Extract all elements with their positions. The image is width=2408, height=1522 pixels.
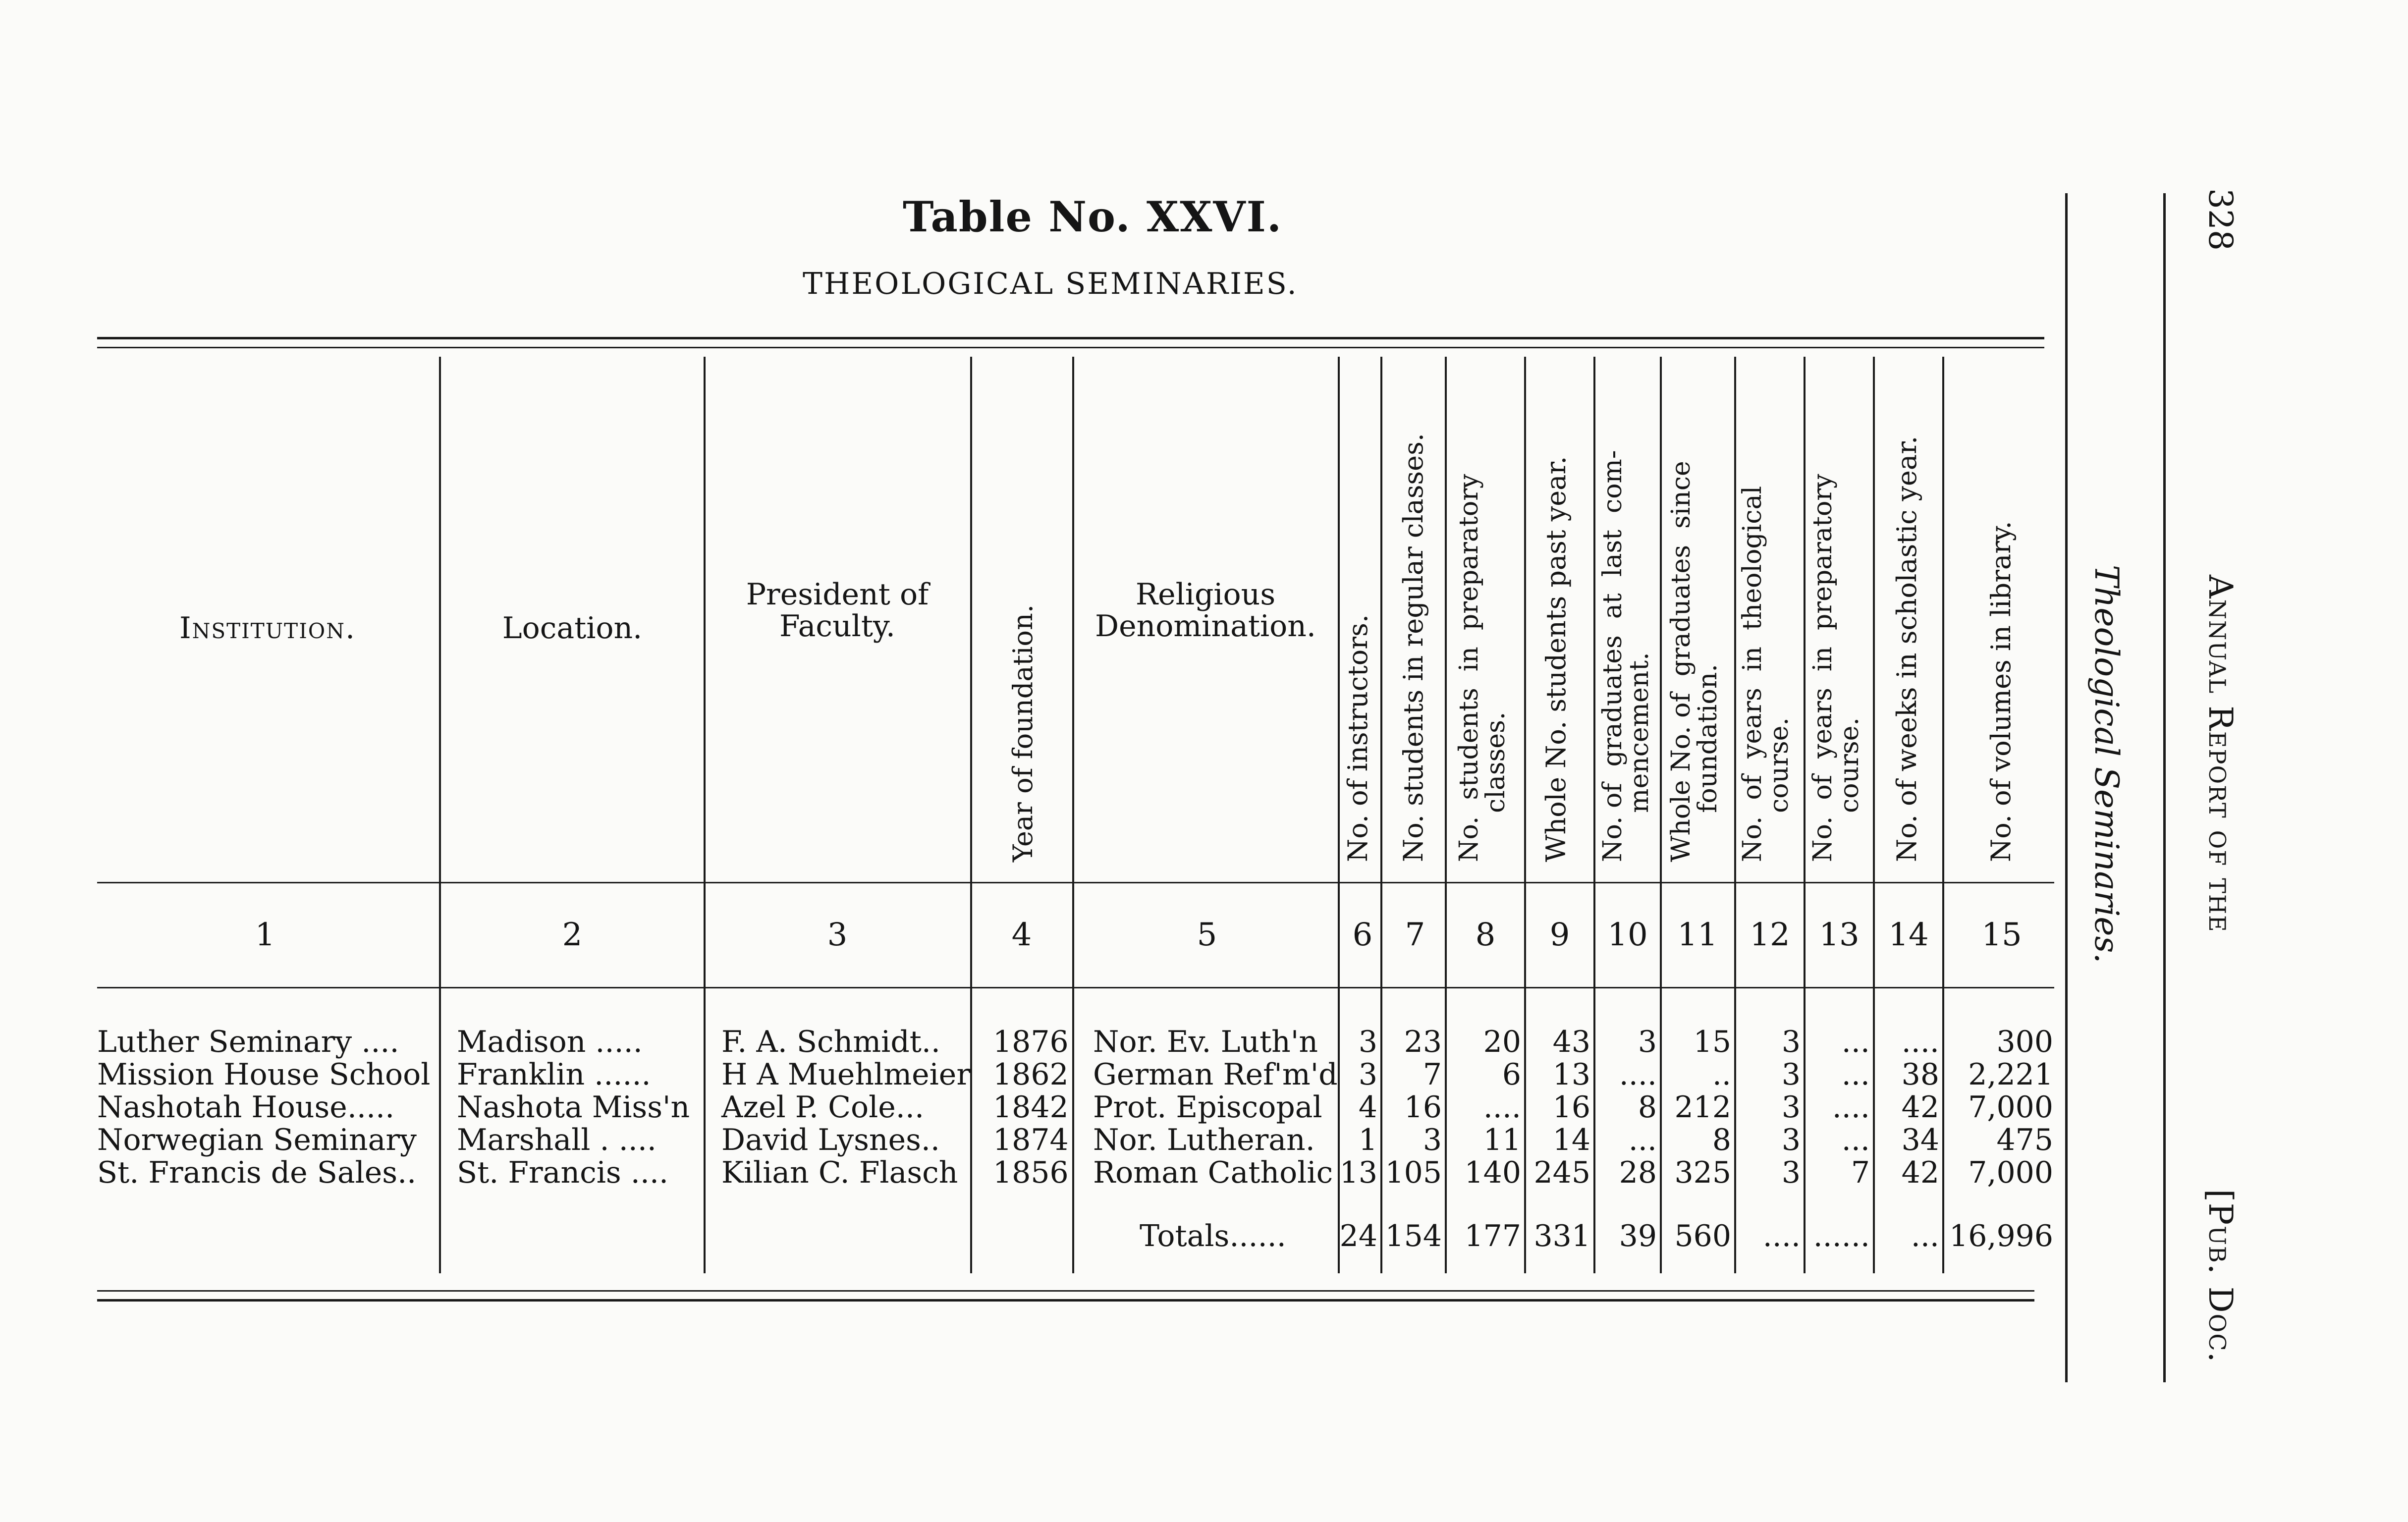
cell-c8: .... xyxy=(1483,1090,1521,1125)
cell-location: St. Francis .... xyxy=(457,1155,669,1190)
colnum-rule xyxy=(97,987,2054,988)
cell-president: David Lysnes.. xyxy=(721,1123,940,1157)
total-cell: 16,996 xyxy=(1949,1219,2053,1253)
doc-label: [Pub. Doc. xyxy=(2201,1189,2240,1363)
cell-c7: 3 xyxy=(1423,1123,1442,1157)
cell-year: 1876 xyxy=(993,1025,1069,1059)
cell-c13: ... xyxy=(1841,1057,1870,1092)
col-divider xyxy=(1072,357,1074,1273)
top-rule-inner xyxy=(97,347,2044,348)
cell-president: F. A. Schmidt.. xyxy=(721,1025,941,1059)
cell-c11: 212 xyxy=(1674,1090,1731,1125)
total-cell: 24 xyxy=(1339,1219,1377,1253)
col-number: 7 xyxy=(1405,917,1425,953)
cell-c10: ... xyxy=(1628,1123,1657,1157)
table-title: Table No. XXVI. xyxy=(903,192,1283,241)
cell-c9: 245 xyxy=(1533,1155,1590,1190)
col-divider xyxy=(970,357,972,1273)
cell-c13: 7 xyxy=(1851,1155,1870,1190)
cell-c7: 16 xyxy=(1404,1090,1442,1125)
total-cell: 331 xyxy=(1533,1219,1590,1253)
cell-c15: 7,000 xyxy=(1968,1155,2053,1190)
cell-location: Marshall . .... xyxy=(457,1123,657,1157)
cell-c13: ... xyxy=(1841,1025,1870,1059)
header-regular-students: No. students in regular classes. xyxy=(1398,433,1429,862)
col-number: 6 xyxy=(1352,917,1373,953)
cell-c12: 3 xyxy=(1781,1057,1801,1092)
cell-location: Madison ..... xyxy=(457,1025,643,1059)
total-cell: 39 xyxy=(1619,1219,1657,1253)
cell-c6: 13 xyxy=(1339,1155,1377,1190)
cell-c14: .... xyxy=(1901,1025,1939,1059)
col-number: 8 xyxy=(1475,917,1496,953)
cell-c6: 3 xyxy=(1358,1057,1377,1092)
total-cell: ...... xyxy=(1813,1219,1870,1253)
cell-c15: 300 xyxy=(1996,1025,2053,1059)
cell-c12: 3 xyxy=(1781,1090,1801,1125)
cell-c14: 42 xyxy=(1901,1090,1939,1125)
cell-denomination: Nor. Lutheran. xyxy=(1093,1123,1315,1157)
header-theological-years: No. of years in theological course. xyxy=(1738,486,1794,862)
cell-c7: 105 xyxy=(1385,1155,1442,1190)
header-president: President of Faculty. xyxy=(746,577,929,644)
cell-c8: 11 xyxy=(1483,1123,1521,1157)
section-title: Theological Seminaries. xyxy=(2087,565,2126,964)
col-number: 9 xyxy=(1549,917,1570,953)
page-number: 328 xyxy=(2201,188,2240,251)
col-divider xyxy=(439,357,441,1273)
top-rule xyxy=(97,337,2044,339)
header-instructors: No. of instructors. xyxy=(1342,614,1373,862)
cell-c14: 34 xyxy=(1901,1123,1939,1157)
bottom-rule-inner xyxy=(97,1290,2034,1292)
header-denomination: Religious Denomination. xyxy=(1095,577,1316,644)
cell-year: 1842 xyxy=(993,1090,1069,1125)
cell-c6: 1 xyxy=(1358,1123,1377,1157)
cell-year: 1856 xyxy=(993,1155,1069,1190)
col-number: 12 xyxy=(1750,917,1790,953)
cell-year: 1874 xyxy=(993,1123,1069,1157)
cell-c12: 3 xyxy=(1781,1123,1801,1157)
col-number: 1 xyxy=(255,917,275,953)
cell-c14: 42 xyxy=(1901,1155,1939,1190)
cell-c10: 28 xyxy=(1619,1155,1657,1190)
cell-president: H A Muehlmeier xyxy=(721,1057,971,1092)
col-number: 11 xyxy=(1677,917,1718,953)
col-number: 15 xyxy=(1981,917,2022,953)
col-number: 10 xyxy=(1607,917,1648,953)
cell-c15: 7,000 xyxy=(1968,1090,2053,1125)
cell-c9: 13 xyxy=(1552,1057,1590,1092)
cell-c10: .... xyxy=(1619,1057,1657,1092)
cell-c8: 20 xyxy=(1483,1025,1521,1059)
cell-c12: 3 xyxy=(1781,1025,1801,1059)
header-rule xyxy=(97,882,2054,883)
cell-denomination: Roman Catholic xyxy=(1093,1155,1333,1190)
total-cell: 154 xyxy=(1385,1219,1442,1253)
cell-c8: 140 xyxy=(1464,1155,1521,1190)
col-number: 13 xyxy=(1819,917,1860,953)
cell-president: Kilian C. Flasch xyxy=(721,1155,958,1190)
cell-c11: 8 xyxy=(1712,1123,1731,1157)
cell-institution: Mission House School xyxy=(97,1057,431,1092)
header-volumes: No. of volumes in library. xyxy=(1985,521,2017,862)
header-preparatory-years: No. of years in preparatory course. xyxy=(1808,474,1864,862)
cell-c11: 325 xyxy=(1674,1155,1731,1190)
col-number: 14 xyxy=(1888,917,1929,953)
total-cell: .... xyxy=(1762,1219,1801,1253)
cell-c15: 475 xyxy=(1996,1123,2053,1157)
cell-location: Nashota Miss'n xyxy=(457,1090,690,1125)
cell-denomination: Nor. Ev. Luth'n xyxy=(1093,1025,1318,1059)
cell-institution: Nashotah House..... xyxy=(97,1090,395,1125)
cell-c8: 6 xyxy=(1502,1057,1521,1092)
col-divider xyxy=(704,357,706,1273)
cell-president: Azel P. Cole... xyxy=(721,1090,925,1125)
header-graduates-total: Whole No. of graduates since foundation. xyxy=(1666,461,1723,862)
header-institution: Institution. xyxy=(179,611,356,646)
col-number: 5 xyxy=(1197,917,1217,953)
margin-rule xyxy=(2065,193,2068,1382)
cell-year: 1862 xyxy=(993,1057,1069,1092)
cell-c9: 14 xyxy=(1552,1123,1590,1157)
header-location: Location. xyxy=(502,611,643,646)
cell-c11: 15 xyxy=(1693,1025,1731,1059)
cell-c9: 43 xyxy=(1552,1025,1590,1059)
bottom-rule xyxy=(97,1299,2034,1302)
cell-c13: .... xyxy=(1832,1090,1870,1125)
running-head: Annual Report of the xyxy=(2201,575,2240,933)
cell-institution: St. Francis de Sales.. xyxy=(97,1155,417,1190)
cell-c14: 38 xyxy=(1901,1057,1939,1092)
header-preparatory-students: No. students in preparatory classes. xyxy=(1454,474,1511,862)
header-whole-students: Whole No. students past year. xyxy=(1540,456,1572,862)
total-cell: ... xyxy=(1911,1219,1939,1253)
totals-label: Totals...... xyxy=(1140,1219,1286,1253)
cell-c9: 16 xyxy=(1552,1090,1590,1125)
col-number: 3 xyxy=(827,917,848,953)
cell-denomination: German Ref'm'd xyxy=(1093,1057,1338,1092)
cell-c10: 8 xyxy=(1638,1090,1657,1125)
col-number: 4 xyxy=(1011,917,1032,953)
cell-c12: 3 xyxy=(1781,1155,1801,1190)
cell-c6: 3 xyxy=(1358,1025,1377,1059)
cell-institution: Norwegian Seminary xyxy=(97,1123,417,1157)
cell-location: Franklin ...... xyxy=(457,1057,651,1092)
cell-c7: 7 xyxy=(1423,1057,1442,1092)
total-cell: 560 xyxy=(1674,1219,1731,1253)
cell-c13: ... xyxy=(1841,1123,1870,1157)
header-weeks: No. of weeks in scholastic year. xyxy=(1891,435,1922,862)
total-cell: 177 xyxy=(1464,1219,1521,1253)
col-number: 2 xyxy=(562,917,583,953)
header-graduates-last: No. of graduates at last com- mencement. xyxy=(1598,450,1654,862)
cell-denomination: Prot. Episcopal xyxy=(1093,1090,1322,1125)
cell-c7: 23 xyxy=(1404,1025,1442,1059)
table-subtitle: THEOLOGICAL SEMINARIES. xyxy=(803,267,1298,301)
cell-institution: Luther Seminary .... xyxy=(97,1025,399,1059)
margin-rule xyxy=(2163,193,2166,1382)
cell-c10: 3 xyxy=(1638,1025,1657,1059)
cell-c11: .. xyxy=(1712,1057,1731,1092)
cell-c6: 4 xyxy=(1358,1090,1377,1125)
cell-c15: 2,221 xyxy=(1968,1057,2053,1092)
header-year: Year of foundation. xyxy=(1007,604,1039,862)
